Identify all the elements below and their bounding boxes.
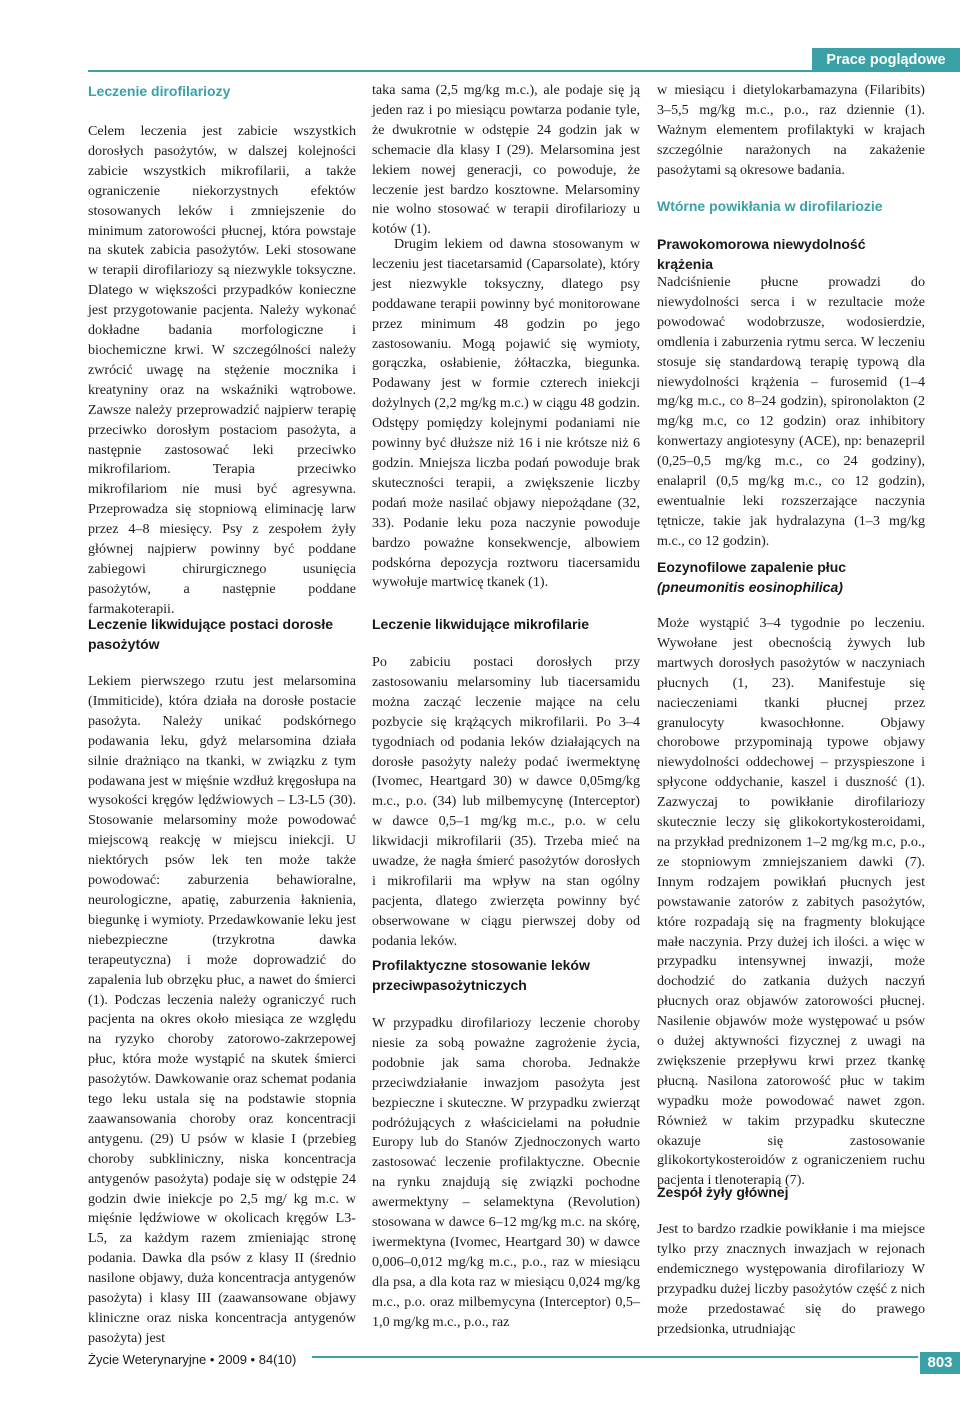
paragraph: Może wystąpić 3–4 tygodnie po leczeniu. Wywołane jest obecnością żywych lub martwych dorosłych pasożytów w naczyniach płucnych (1, 23). Manifestuje się nacieczeniami tkanki płucnej przez granulocyty kwasochłonne. Objawy chorobowe przypominają typowe objawy niewydolności oddechowej – przyspieszone i spłycone oddychanie, kaszel i duszność (1). Zazwyczaj to powikłanie dirofilariozy skutecznie leczy się glikokortykosteroidami, na przykład prednizonem 1–2 mg/kg m.c, p.o., ze stopniowym zmniejszaniem dawki (7). Innym rodzajem powikłań płucnych jest powstawanie zatorów z zabitych pasożytów, które rozpadają się na fragmenty blokujące małe naczynia. Przy dużej ich ilości. a więc w przypadku intensywnej inwazji, może dochodzić do zatkania dużych naczyń płucnych oraz objawów zatorowości płucnej. Nasilenie objawów może występować u psów o dużej aktywności fizycznej z uwagi na zwiększenie przepływu krwi przez tkankę płucną. Nasilona zatorowość płuc w takim wypadku może powodować nawet zgon. Również w takim przypadku skuteczne okazuje się zastosowanie glikokortykosteroidów z ograniczeniem ruchu pacjenta i tlenoterapią (7). bbox=[657, 615, 925, 1189]
paragraph: Celem leczenia jest zabicie wszystkich dorosłych pasożytów, w dalszej kolejności zabicie wszystkich mikrofilarii, a także ograniczenie niekorzystnych efektów stosowanych leków i zmniejszenie do minimum zatorowości płucnej, która powstaje na skutek zabicia pasożytów. Leki stosowane w terapii dirofilariozy są niezwykle toksyczne. Dlatego w większości przypadków konieczne jest przygotowanie pacjenta. Należy wykonać dokładne badania morfologiczne i biochemiczne krwi. W szczególności należy zwrócić uwagę na stężenie mocznika i kreatyniny oraz na wskaźniki wątrobowe. Zawsze należy przeprowadzić najpierw terapię przeciwko dorosłym postaciom pasożyta, a następnie zastosować leki przeciwko mikrofilariom. Terapia przeciwko mikrofilariom nie musi być agresywna. Przeprowadza się stopniową eliminację larw przez 4–8 miesięcy. Psy z zespołem żyły głównej najpierw powinny być poddane zabiegowi chirurgicznego usunięcia pasożytów, a następnie poddane farmakoterapii. bbox=[88, 123, 356, 617]
paragraph: w miesiącu i dietylokarbamazyna (Filaribits) 3–5,5 mg/kg m.c., p.o., raz dziennie (1). Ważnym elementem profilaktyki w krajach szczególnie narażonych na zakażenie pasożytami są okresowe badania. bbox=[657, 82, 925, 178]
col3-paragraph-4 bbox=[657, 1220, 925, 1339]
heading-leczenie-postaci-doroslych: Leczenie likwidujące postaci dorosłe pasożytów bbox=[88, 616, 334, 652]
header-rule bbox=[88, 70, 960, 72]
col2-paragraph-2 bbox=[372, 235, 640, 593]
heading-prawokomorowa-niewydolnosc: Prawokomorowa niewydolność krążenia bbox=[657, 236, 866, 272]
heading-wtorne-powiklania: Wtórne powikłania w dirofilariozie bbox=[657, 198, 883, 214]
page-number: 803 bbox=[920, 1352, 960, 1374]
col1-paragraph-1 bbox=[88, 122, 356, 620]
footer-rule bbox=[312, 1356, 918, 1358]
paragraph: Nadciśnienie płucne prowadzi do niewydolności serca i w rezultacie może powodować wodobrzusze, wodosierdzie, omdlenia i zaburzenia rytmu serca. W leczeniu stosuje się standardową terapię typową dla niewydolności krążenia – furosemid (1–4 mg/kg m.c., co 8–24 godzin), spironolakton (2 mg/kg m.c, co 12 godzin) oraz inhibitory konwertazy angiotesyny (ACE), np: benazepril (0,25–0,5 mg/kg m.c., co 24 godziny), enalapril (0,5 mg/kg m.c., co 12 godzin), ewentualnie leki rozszerzające naczynia tętnicze, takie jak hydralazyna (1–3 mg/kg m.c., co 12 godzin). bbox=[657, 274, 925, 549]
paragraph: Drugim lekiem od dawna stosowanym w leczeniu jest tiacetarsamid (Caparsolate), który jest niezwykle toksyczny, dlatego psy poddawane terapii powinny być monitorowane przez minimum 48 godzin po jego zastosowaniu. Mogą pojawić się wymioty, gorączka, osłabienie, żółtaczka, biegunka. Podawany jest w formie czterech iniekcji dożylnych (2,2 mg/kg m.c.) w ciągu 48 godzin. Odstępy pomiędzy kolejnymi podaniami nie powinny być dłuższe niż 16 i nie krótsze niż 6 godzin. Mniejsza liczba podań powoduje brak skuteczności terapii, a zwiększenie liczby podań może nasilać objawy niepożądane (32, 33). Podanie leku poza naczynie powoduje bardzo poważne konsekwencje, albowiem podskórna depozycja roztworu tiacersamidu wywołuje martwicę tkanek (1). bbox=[372, 236, 640, 591]
paragraph: taka sama (2,5 mg/kg m.c.), ale podaje się ją jeden raz i po miesiącu powtarza podanie tyle, że dwukrotnie w odstępie 24 godzin jak w schemacie dla klasy I (29). Melarsomina jest lekiem nowej generacji, co powoduje, że leczenie jest bardzo kosztowne. Melarsominy nie wolno stosować w terapii dirofilariozy u kotów (1). bbox=[372, 82, 640, 238]
paragraph: Lekiem pierwszego rzutu jest melarsomina (Immiticide), która działa na dorosłe postacie pasożyta. Należy unikać podskórnego podawania leku, gdyż melarsomina działa silnie drażniąco na tkanki, w związku z tym podawana jest w mięśnie wzdłuż kręgosłupa na wysokości kręgów lędźwiowych – L3-L5 (30). Stosowanie melarsominy może powodować miejscową reakcję w miejscu iniekcji. U niektórych psów lek ten może także powodować: zaburzenia behawioralne, neurologiczne, apatię, zaburzenia łaknienia, biegunkę i wymioty. Przedawkowanie leku jest niebezpieczne (trzykrotna dawka terapeutyczna) i może doprowadzić do zapalenia lub obrzęku płuc, a nawet do śmierci (1). Podczas leczenia należy ograniczyć ruch pacjenta na okres około miesiąca ze względu na ryzyko choroby zatorowo-zakrzepowej płuc, która może wystąpić na skutek śmierci pasożytów. Dawkowanie oraz schemat podania tego leku ustala się na podstawie stopnia zaawansowania choroby oraz koncentracji antygenu. (29) U psów w klasie I (przebieg choroby subkliniczny, niska koncentracja antygenów pasożyta) podaje się w odstępie 24 godzin dwie iniekcje po 2,5 mg/ kg m.c. w mięśnie lędźwiowe w okolicach kręgów L3-L5, za każdym razem zmieniając stronę podania. Dawka dla psów z klasy II (średnio nasilone objawy, duża koncentracja antygenów pasożyta) i klasy III (zaawansowane objawy kliniczne oraz niska koncentracja antygenów pasożyta) jest bbox=[88, 673, 356, 1346]
paragraph: W przypadku dirofilariozy leczenie choroby niesie za sobą poważne zagrożenie życia, podobnie jak sama choroba. Jednakże przeciwdziałanie inwazjom pasożyta jest bezpieczne i skuteczne. W przypadku zwierząt podróżujących z właścicielami na południe Europy lub do Stanów Zjednoczonych warto zastosować leczenie profilaktyczne. Obecnie na rynku znajdują się związki pochodne awermektyny – selamektyna (Revolution) stosowana w dawce 6–12 mg/kg m.c. na skórę, iwermektyna (Ivomec, Heartgard 30) w dawce 0,006–0,012 mg/kg m.c., p.o., raz w miesiącu dla psa, a dla kota raz w miesiącu 0,024 mg/kg m.c., p.o. oraz milbemycyna (Interceptor) 0,5–1,0 mg/kg m.c., p.o., raz bbox=[372, 1015, 640, 1330]
col1-paragraph-2 bbox=[88, 672, 356, 1349]
journal-footer: Życie Weterynaryjne • 2009 • 84(10) bbox=[88, 1352, 297, 1367]
col3-paragraph-1 bbox=[657, 81, 925, 181]
col3-paragraph-3 bbox=[657, 614, 925, 1191]
paragraph: Jest to bardzo rzadkie powikłanie i ma miejsce tylko przy znacznych inwazjach w rejonach endemicznego występowania dirofilariozy W przypadku dużej liczby pasożytów część z nich może przedostawać się do prawego przedsionka, utrudniając bbox=[657, 1221, 925, 1337]
col2-paragraph-1 bbox=[372, 81, 640, 240]
col2-paragraph-3 bbox=[372, 653, 640, 952]
heading-zespol-zyly-glownej: Zespół żyły głównej bbox=[657, 1184, 789, 1200]
heading-line-1: Eozynofilowe zapalenie płuc bbox=[657, 559, 847, 575]
heading-leczenie-mikrofilarie: Leczenie likwidujące mikrofilarie bbox=[372, 616, 590, 632]
heading-eozynofilowe-zapalenie bbox=[657, 557, 925, 597]
heading-profilaktyka: Profilaktyczne stosowanie leków przeciwpasożytniczych bbox=[372, 957, 590, 993]
col2-paragraph-4 bbox=[372, 1014, 640, 1333]
heading-leczenie-dirofilariozy: Leczenie dirofilariozy bbox=[88, 83, 231, 99]
paragraph: Po zabiciu postaci dorosłych przy zastosowaniu melarsominy lub tiacersamidu można zacząć leczenie mające na celu pozbycie się krążących mikrofilarii. Po 3–4 tygodniach od podania leków działających na dorosłe pasożyty należy podać iwermektynę (Ivomec, Heartgard 30) w dawce 0,05mg/kg m.c., p.o. (34) lub milbemycynę (Interceptor) w dawce 0,5–1 mg/kg m.c., p.o. w celu likwidacji mikrofilarii (35). Trzeba mieć na uwadze, że nagła śmierć pasożytów dorosłych i mikrofilarii ma wpływ na stan ogólny pacjenta, dlatego zwierzęta powinny być obserwowane w ciągu pierwszej doby od podania leków. bbox=[372, 654, 640, 949]
section-label: Prace poglądowe bbox=[812, 48, 960, 72]
col3-paragraph-2 bbox=[657, 273, 925, 552]
heading-line-2: (pneumonitis eosinophilica) bbox=[657, 579, 843, 595]
